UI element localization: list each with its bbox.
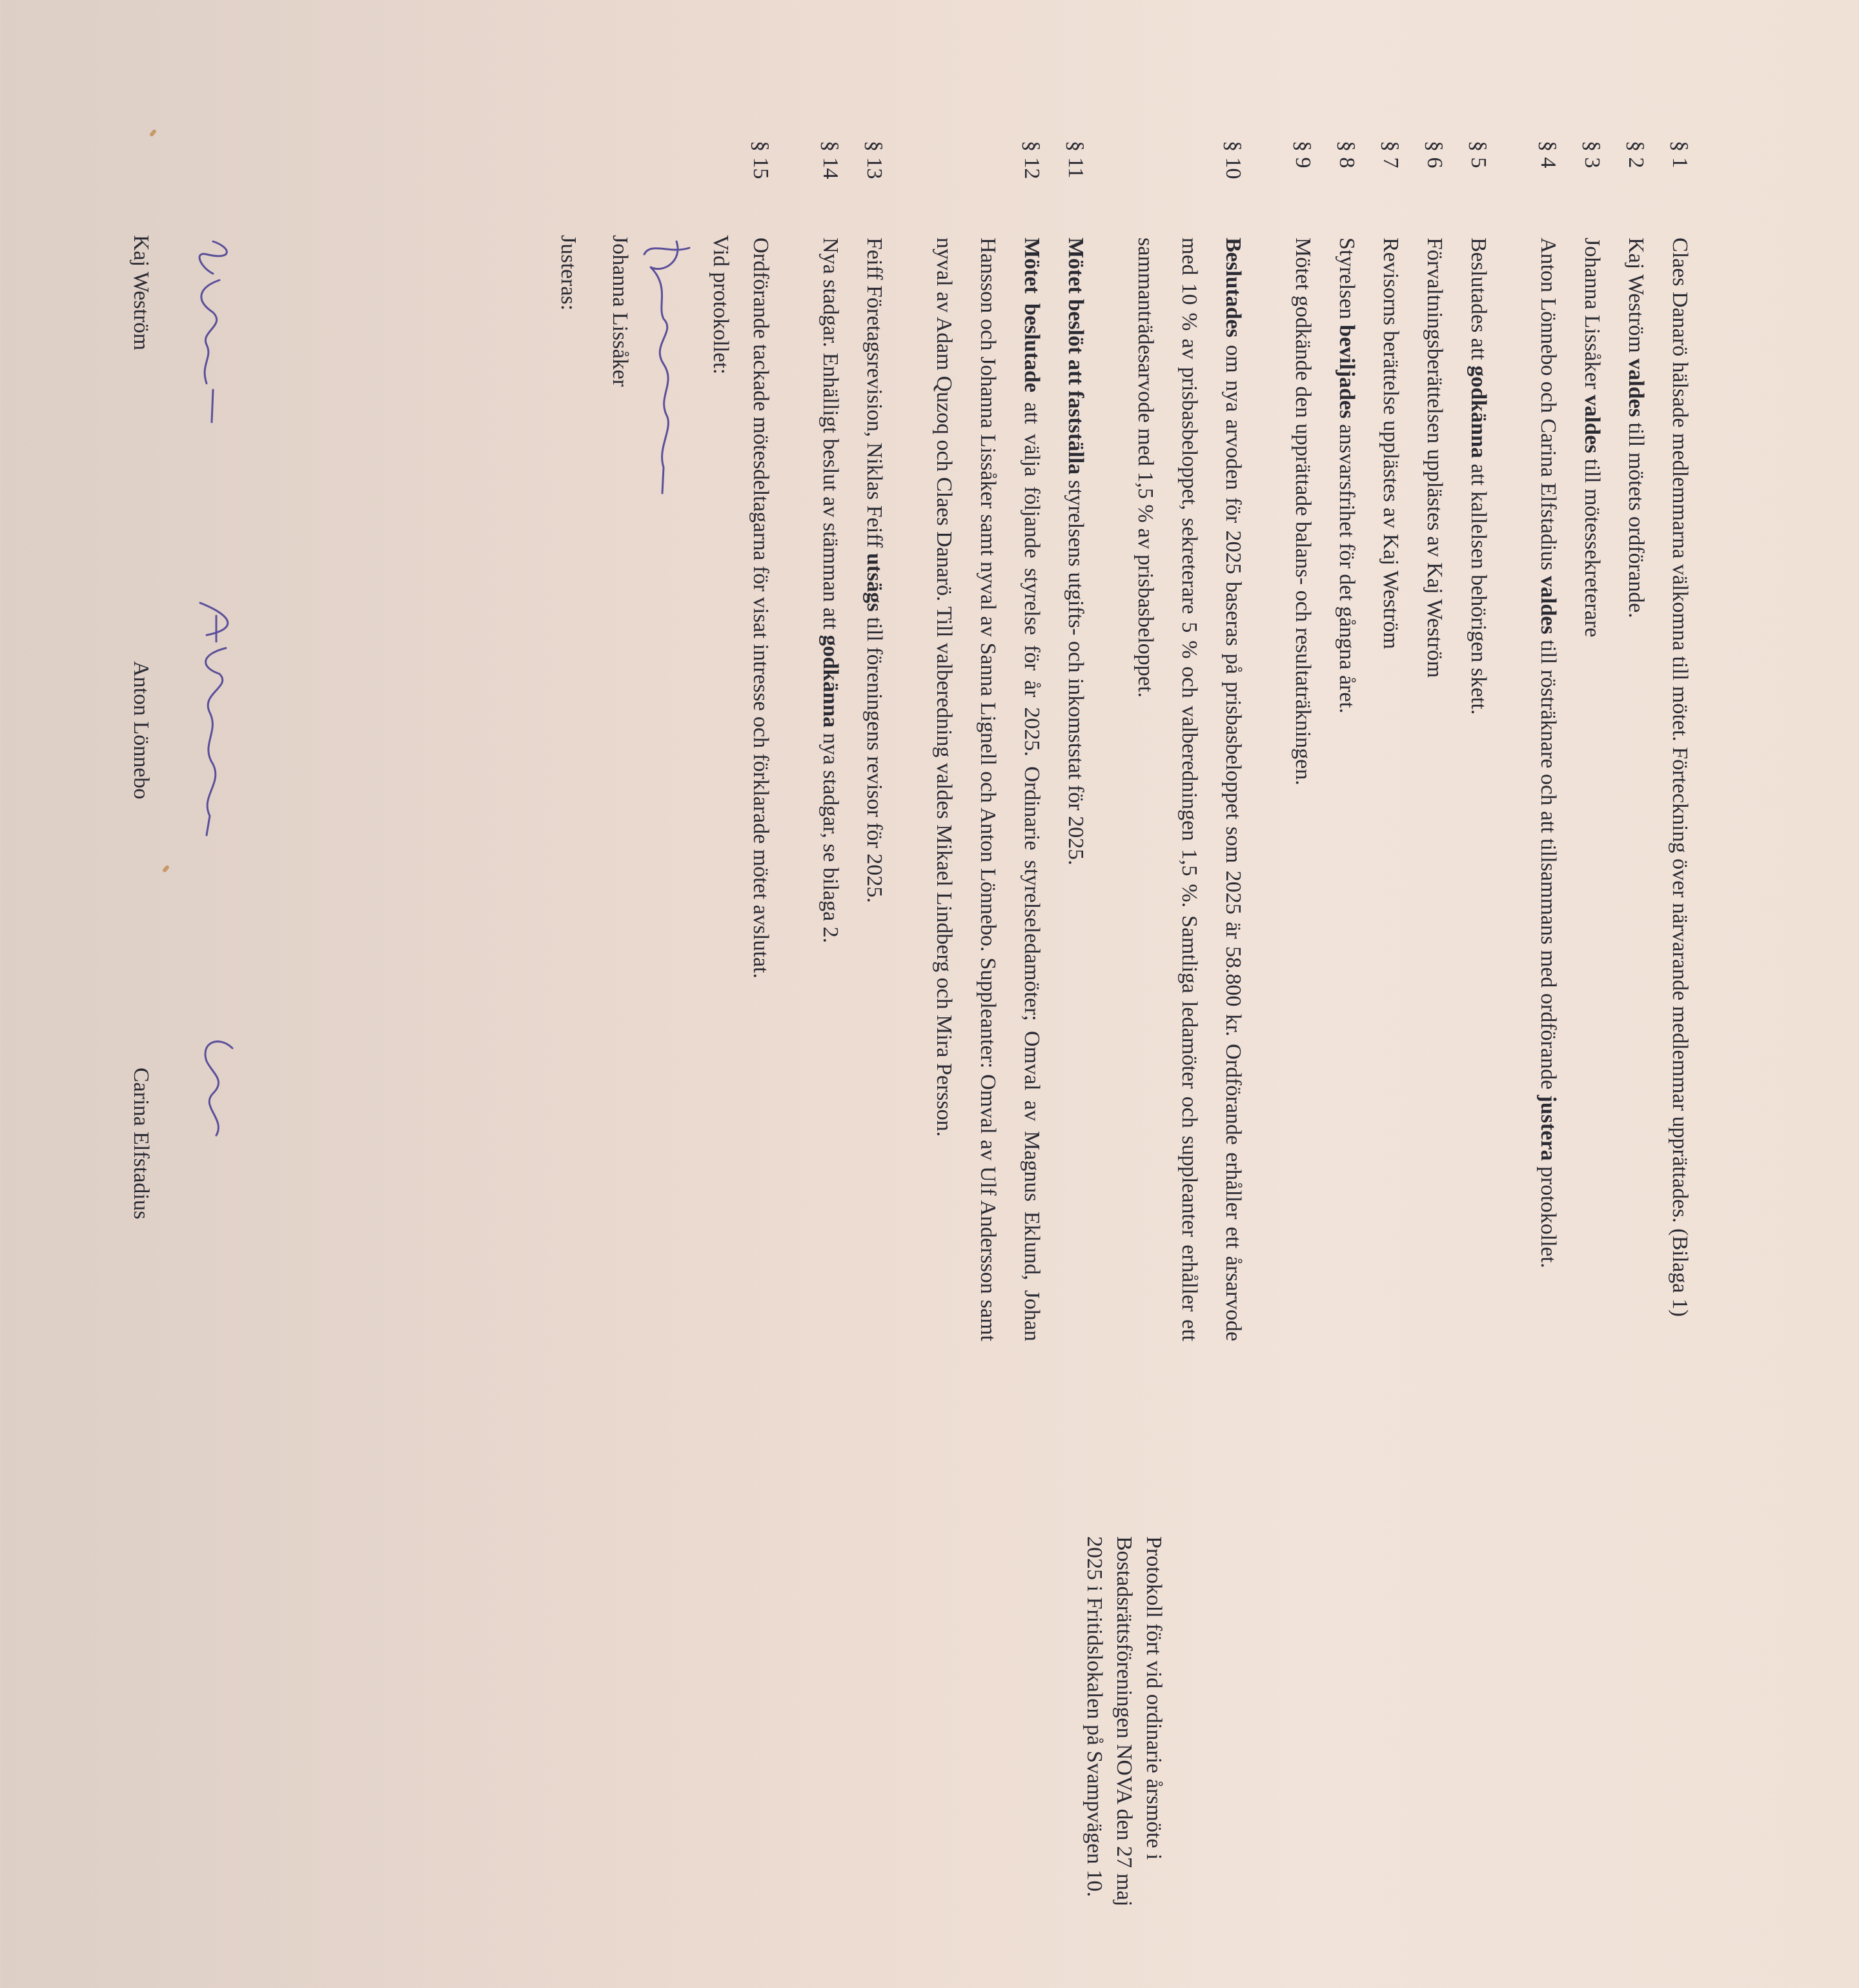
emphasized-text: valdes <box>1580 394 1604 454</box>
minutes-section <box>1325 141 1368 1341</box>
section-text <box>1456 238 1500 1341</box>
paper-speck <box>162 864 170 873</box>
text-run: Styrelsen <box>1335 238 1359 325</box>
section-text <box>1412 238 1456 1341</box>
section-text <box>808 238 852 1341</box>
minutes-section <box>1658 141 1702 1341</box>
section-number: § 15 <box>749 141 773 179</box>
section-gap <box>1255 141 1281 1341</box>
secretary-name: Johanna Lissåker <box>608 235 632 387</box>
text-run: Johanna Lissåker <box>1580 238 1604 395</box>
section-gap <box>782 141 808 1341</box>
section-text <box>922 238 1053 1341</box>
section-text <box>1570 238 1614 1341</box>
signatory-name: Kaj Weström <box>129 235 153 350</box>
text-run: Anton Lönnebo och Carina Elfstadius <box>1536 238 1560 576</box>
paper-speck <box>149 128 157 137</box>
text-run: Mötet godkände den upprättade balans- och resultaträkningen. <box>1291 238 1315 786</box>
minutes-section <box>1456 141 1500 1341</box>
text-run: att välja följande styrelse för år 2025. Ordinarie styrelseledamöter; Omval av Magnus Eklund, Johan Hansson och Johanna Lissåker samt nyval av Sanna Lignell och Anton Lönnebo. Suppleanter: Omval av Ulf Andersson samt nyval av Adam Quzoq och Claes Danarö. Till valberedning valdes Mikael Lindberg och Mira Persson. <box>932 238 1044 1341</box>
section-number: § 14 <box>818 141 842 179</box>
vid-protokollet-label: Vid protokollet: <box>709 235 733 375</box>
text-run: till rösträknare och att tillsammans med ordförande <box>1536 634 1560 1095</box>
emphasized-text: valdes <box>1536 576 1560 634</box>
emphasized-text: Beslutades <box>1221 238 1245 338</box>
minutes-section <box>1368 141 1412 1341</box>
section-number: § 11 <box>1064 141 1088 179</box>
section-text <box>852 238 896 1341</box>
carina-elfstadius-signature <box>187 1035 252 1139</box>
section-number: § 4 <box>1536 141 1560 168</box>
section-number: § 3 <box>1580 141 1604 168</box>
text-run: protokollet. <box>1536 1161 1560 1268</box>
minutes-section <box>1412 141 1456 1341</box>
section-gap <box>1500 141 1526 1341</box>
section-text <box>1123 238 1255 1341</box>
section-text <box>1526 238 1570 1341</box>
heading-line: Bostadsrättsföreningen NOVA den 27 maj <box>1112 1536 1136 1907</box>
text-run: till mötessekreterare <box>1580 453 1604 638</box>
signatory-name: Carina Elfstadius <box>129 1068 153 1220</box>
section-text <box>1053 238 1097 1341</box>
signatory-name: Anton Lönnebo <box>129 661 153 800</box>
document-heading <box>1079 1536 1168 1988</box>
text-run: nya stadgar, se bilaga 2. <box>818 727 842 944</box>
section-text <box>738 238 782 1341</box>
minutes-section <box>1526 141 1570 1341</box>
text-run: Beslutades att <box>1467 238 1490 366</box>
section-text <box>1658 238 1702 1341</box>
section-number: § 5 <box>1467 141 1490 168</box>
secretary-signature <box>631 235 702 506</box>
section-text <box>1325 238 1368 1341</box>
emphasized-text: godkänna <box>1467 365 1490 458</box>
section-text <box>1614 238 1658 1341</box>
emphasized-text: Mötet beslutade <box>1020 238 1044 392</box>
text-run: till mötets ordförande. <box>1624 417 1648 618</box>
text-run: till föreningens revisor för 2025. <box>862 611 886 903</box>
text-run: Ordförande tackade mötesdeltagarna för visat intresse och förklarade mötet avslutat. <box>749 238 773 979</box>
kaj-westrom-signature <box>181 235 239 429</box>
text-run: styrelsens utgifts- och inkomststat för 2025. <box>1064 474 1088 866</box>
minutes-sections <box>738 141 1702 1341</box>
minutes-section <box>1281 141 1325 1341</box>
emphasized-text: godkänna <box>818 634 842 728</box>
text-run: att kallelsen behörigen skett. <box>1467 458 1490 715</box>
section-number: § 8 <box>1335 141 1359 168</box>
minutes-section <box>852 141 896 1341</box>
section-gap <box>896 141 922 1341</box>
emphasized-text: valdes <box>1624 358 1648 418</box>
section-number: § 13 <box>862 141 886 179</box>
section-number: § 6 <box>1423 141 1447 168</box>
section-number: § 12 <box>1020 141 1044 179</box>
text-run: om nya arvoden för 2025 baseras på prisbasbeloppet som 2025 är 58.800 kr. Ordförande erhåller ett årsarvode med 10 % av prisbasbeloppet, sekreterare 5 % och valberedningen 1,5 %. Samtliga ledamöter och suppleanter erhåller ett sammanträdesarvode med 1,5 % av prisbasbeloppet. <box>1133 238 1245 1341</box>
minutes-section <box>1614 141 1658 1341</box>
section-number: § 9 <box>1291 141 1315 168</box>
minutes-section <box>1053 141 1097 1341</box>
section-number: § 1 <box>1668 141 1692 168</box>
emphasized-text: beviljades <box>1335 325 1359 419</box>
section-number: § 7 <box>1379 141 1403 168</box>
minutes-section <box>738 141 782 1341</box>
text-run: Nya stadgar. Enhälligt beslut av stämman att <box>818 238 842 635</box>
text-run: Feiff Företagsrevision, Niklas Feiff <box>862 238 886 553</box>
emphasized-text: justera <box>1536 1095 1560 1161</box>
section-number: § 10 <box>1221 141 1245 179</box>
minutes-section <box>1570 141 1614 1341</box>
minutes-section <box>808 141 852 1341</box>
section-text <box>1281 238 1325 1341</box>
text-run: ansvarsfrihet för det gångna året. <box>1335 418 1359 714</box>
anton-lonnebo-signature <box>181 596 245 842</box>
section-gap <box>1097 141 1123 1341</box>
emphasized-text: Mötet beslöt att fastställa <box>1064 238 1088 475</box>
text-run: Revisorns berättelse upplästes av Kaj Weström <box>1379 238 1403 649</box>
text-run: Claes Danarö hälsade medlemmarna välkomna till mötet. Förteckning över närvarande medlemmar upprättades. (Bilaga 1) <box>1668 238 1692 1317</box>
text-run: Kaj Weström <box>1624 238 1648 359</box>
justeras-label: Justeras: <box>556 235 580 311</box>
heading-line: 2025 i Fritidslokalen på Svampvägen 10. <box>1082 1536 1106 1898</box>
minutes-section <box>922 141 1053 1341</box>
section-text <box>1368 238 1412 1341</box>
emphasized-text: utsägs <box>862 553 886 612</box>
signature-area <box>638 235 702 751</box>
section-number: § 2 <box>1624 141 1648 168</box>
heading-line: Protokoll fört vid ordinarie årsmöte i <box>1142 1536 1166 1860</box>
signature-block-secretary <box>550 235 738 751</box>
minutes-section <box>1123 141 1255 1341</box>
text-run: Förvaltningsberättelsen upplästes av Kaj Weström <box>1423 238 1447 678</box>
